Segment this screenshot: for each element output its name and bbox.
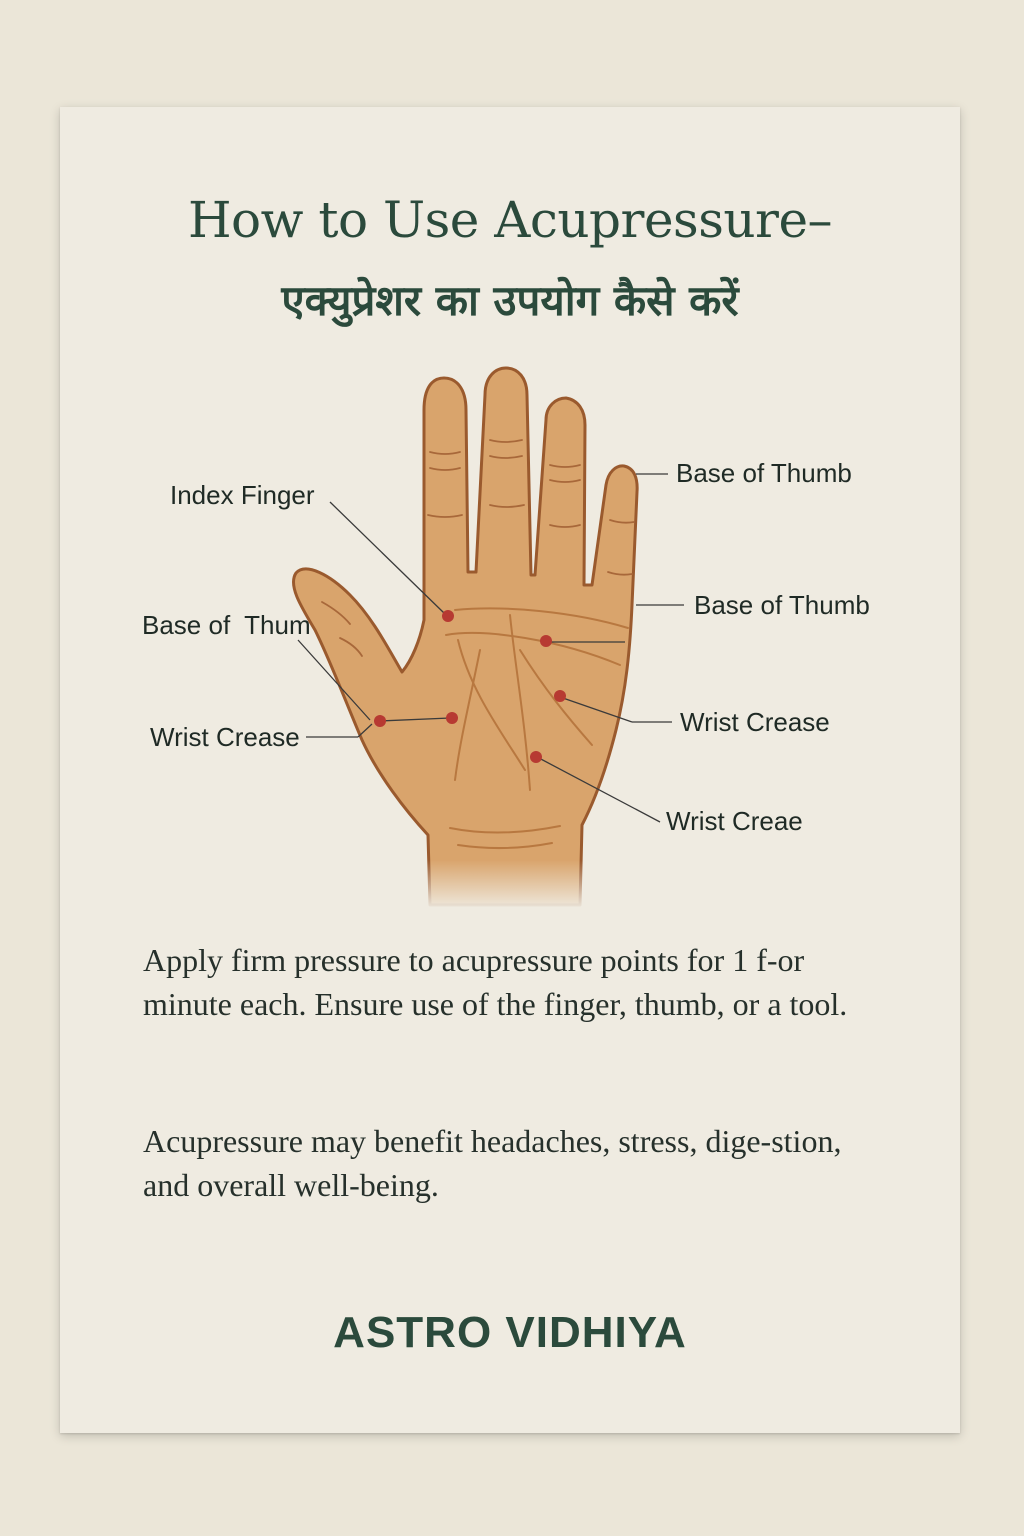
acupressure-point [530,751,542,763]
label-base-of-thumb-left: Base of Thum [142,610,311,640]
benefits-paragraph: Acupressure may benefit headaches, stress, dige-stion, and overall well-being. [143,1123,842,1203]
hand-illustration [293,368,637,905]
brand-name: ASTRO VIDHIYA [333,1308,687,1357]
label-index-finger: Index Finger [170,480,315,510]
title-english: How to Use Acupressure– [187,191,833,249]
acupressure-point [446,712,458,724]
label-base-of-thumb-right: Base of Thumb [694,590,870,620]
instruction-paragraph: Apply firm pressure to acupressure points for 1 f-or minute each. Ensure use of the finger, thumb, or a tool. [143,942,848,1022]
label-wrist-crease-left: Wrist Crease [150,722,300,752]
acupressure-point [540,635,552,647]
label-wrist-crease-right: Wrist Crease [680,707,830,737]
acupressure-point [374,715,386,727]
acupressure-point [554,690,566,702]
label-wrist-crease-bottom-right: Wrist Creae [666,806,803,836]
label-base-of-thumb-top-right: Base of Thumb [676,458,852,488]
acupressure-point [442,610,454,622]
title-hindi: एक्युप्रेशर का उपयोग कैसे करें [281,276,739,325]
